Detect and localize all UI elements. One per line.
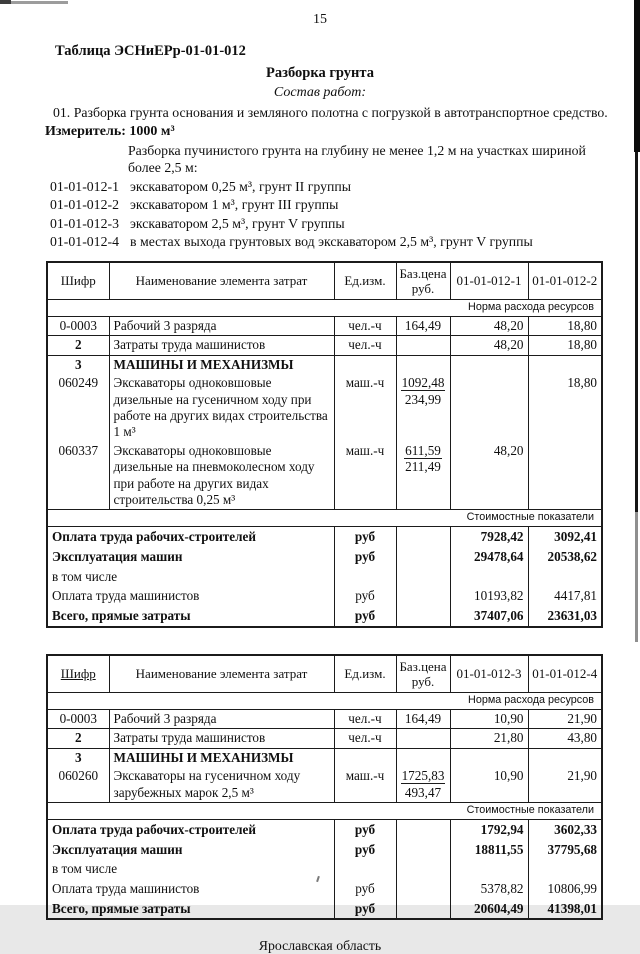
row-unit: чел.-ч — [334, 316, 396, 335]
variant-row — [50, 178, 640, 196]
row-name: Рабочий 3 разряда — [109, 316, 334, 335]
machine-name: Экскаваторы одноковшовые дизельные на гусеничном ходу при работе на других видах строительства 1 м³ — [109, 374, 334, 442]
cost-band-label: Стоимостные показатели — [47, 510, 602, 527]
cost-table-1 — [46, 261, 603, 628]
row-name: Затраты труда машинистов — [109, 729, 334, 748]
machine-value-2: 21,90 — [528, 767, 602, 802]
machine-row — [47, 374, 602, 442]
section-code: 3 — [47, 355, 109, 374]
measure-label: Измеритель: 1000 м³ — [45, 123, 175, 139]
cost-value-2: 41398,01 — [528, 899, 602, 920]
machine-code: 060249 — [58, 375, 99, 391]
table-row — [47, 336, 602, 355]
machine-value-2 — [528, 442, 602, 510]
cost-value-2 — [528, 567, 602, 587]
empty-cell — [396, 748, 450, 767]
cost-value-2: 37795,68 — [528, 840, 602, 860]
header-estimate-1: 01-01-012-3 — [450, 655, 528, 693]
machine-value-1: 48,20 — [450, 442, 528, 510]
section-title: МАШИНЫ И МЕХАНИЗМЫ — [109, 748, 334, 767]
cost-value-1 — [450, 567, 528, 587]
cost-row — [47, 567, 602, 587]
cost-name: Оплата труда рабочих-строителей — [52, 529, 256, 545]
variants-intro: Разборка пучинистого грунта на глубину не менее 1,2 м на участках шириной более 2,5 м: — [128, 142, 586, 176]
header-estimate-2: 01-01-012-2 — [528, 262, 602, 300]
table-row — [47, 709, 602, 728]
row-unit: чел.-ч — [334, 709, 396, 728]
composition-label: Состав работ: — [273, 85, 367, 100]
row-value-1: 21,80 — [450, 729, 528, 748]
cost-value-2: 23631,03 — [528, 606, 602, 627]
machine-price-current: 1092,48 — [401, 375, 445, 391]
cost-value-1: 18811,55 — [450, 840, 528, 860]
cost-value-1: 29478,64 — [450, 547, 528, 567]
row-name: Рабочий 3 разряда — [109, 709, 334, 728]
scan-artifact-right-edge-fade — [635, 512, 638, 642]
cost-row — [47, 586, 602, 606]
header-base-price-line1: Баз.цена — [399, 658, 447, 674]
cost-name: Всего, прямые затраты — [52, 608, 191, 624]
header-estimate-1: 01-01-012-1 — [450, 262, 528, 300]
table-row — [47, 316, 602, 335]
variant-desc: экскаватором 2,5 м³, грунт V группы — [130, 215, 345, 231]
row-unit: чел.-ч — [334, 336, 396, 355]
cost-value-2: 10806,99 — [528, 879, 602, 899]
cost-name: Всего, прямые затраты — [52, 900, 191, 916]
empty-cell — [450, 748, 528, 767]
table-header-row — [47, 262, 602, 300]
cost-unit — [334, 859, 396, 879]
empty-cell — [396, 355, 450, 374]
cost-value-1: 5378,82 — [450, 879, 528, 899]
cost-unit: руб — [334, 586, 396, 606]
machine-value-1 — [450, 374, 528, 442]
empty-cell — [528, 748, 602, 767]
machine-code: 060260 — [58, 768, 99, 784]
machine-price — [396, 374, 450, 442]
row-code: 2 — [47, 729, 109, 748]
cost-name: Оплата труда машинистов — [52, 588, 200, 604]
cost-value-2 — [528, 859, 602, 879]
cost-name: Оплата труда рабочих-строителей — [52, 821, 256, 837]
machine-value-2: 18,80 — [528, 374, 602, 442]
empty-cell — [334, 748, 396, 767]
header-name: Наименование элемента затрат — [109, 655, 334, 693]
empty-cell — [396, 606, 450, 627]
cost-value-1: 1792,94 — [450, 819, 528, 839]
norm-band-label: Норма расхода ресурсов — [47, 299, 602, 316]
cost-row — [47, 606, 602, 627]
cost-value-1 — [450, 859, 528, 879]
empty-cell — [396, 547, 450, 567]
norm-band-row — [47, 299, 602, 316]
header-estimate-2: 01-01-012-4 — [528, 655, 602, 693]
cost-row — [47, 527, 602, 547]
header-code: Шифр — [60, 273, 96, 289]
machines-section-header — [47, 355, 602, 374]
cost-value-1: 20604,49 — [450, 899, 528, 920]
header-base-price — [396, 262, 450, 300]
machine-price — [396, 767, 450, 802]
row-name: Затраты труда машинистов — [109, 336, 334, 355]
machine-unit: маш.-ч — [334, 442, 396, 510]
cost-unit: руб — [334, 527, 396, 547]
cost-value-1: 37407,06 — [450, 606, 528, 627]
empty-cell — [450, 355, 528, 374]
cost-unit: руб — [334, 606, 396, 627]
table-code-label: Таблица ЭСНиЕРр-01-01-012 — [55, 43, 246, 59]
machine-value-1: 10,90 — [450, 767, 528, 802]
cost-row — [47, 547, 602, 567]
header-code-text: Шифр — [60, 666, 96, 682]
composition-item: 01. Разборка грунта основания и земляного полотна с погрузкой в автотранспортное средство. — [53, 105, 608, 120]
cost-name: в том числе — [52, 861, 118, 877]
header-base-price-line2: руб. — [411, 673, 435, 689]
row-value-2: 21,90 — [528, 709, 602, 728]
header-code — [47, 655, 109, 693]
machine-price-current: 611,59 — [405, 442, 441, 458]
page-number: 15 — [313, 12, 327, 27]
scan-artifact-right-edge-line — [635, 152, 638, 512]
cost-unit: руб — [334, 547, 396, 567]
cost-name: в том числе — [52, 568, 118, 584]
variant-desc: экскаватором 0,25 м³, грунт II группы — [130, 179, 352, 195]
machine-unit: маш.-ч — [334, 767, 396, 802]
scan-artifact-right-edge-thick — [634, 0, 640, 152]
variant-code: 01-01-012-3 — [50, 215, 119, 231]
variant-code: 01-01-012-2 — [50, 197, 119, 213]
empty-cell — [396, 859, 450, 879]
variant-desc: в местах выхода грунтовых вод экскаватором 2,5 м³, грунт V группы — [130, 233, 533, 249]
cost-band-row — [47, 802, 602, 819]
machine-name: Экскаваторы одноковшовые дизельные на пневмоколесном ходу при работе на других видах строительства 0,25 м³ — [109, 442, 334, 510]
scan-artifact-topbar-dark — [0, 0, 11, 4]
cost-unit: руб — [334, 819, 396, 839]
machine-price-base: 211,49 — [405, 459, 441, 475]
empty-cell — [396, 567, 450, 587]
machine-row — [47, 442, 602, 510]
row-value-2: 43,80 — [528, 729, 602, 748]
header-base-price-line1: Баз.цена — [399, 265, 447, 281]
machine-unit: маш.-ч — [334, 374, 396, 442]
machine-row — [47, 767, 602, 802]
row-value-1: 48,20 — [450, 336, 528, 355]
variant-code: 01-01-012-1 — [50, 179, 119, 195]
empty-cell — [396, 840, 450, 860]
row-price: 164,49 — [396, 709, 450, 728]
variant-row — [50, 196, 640, 214]
empty-cell — [334, 355, 396, 374]
cost-unit: руб — [334, 879, 396, 899]
machine-code: 060337 — [58, 442, 99, 458]
machine-price-base: 493,47 — [404, 784, 442, 800]
cost-table-2 — [46, 654, 603, 921]
cost-band-label: Стоимостные показатели — [47, 802, 602, 819]
header-base-price — [396, 655, 450, 693]
machine-price-base: 234,99 — [404, 391, 442, 407]
row-value-2: 18,80 — [528, 336, 602, 355]
cost-row — [47, 840, 602, 860]
cost-row — [47, 879, 602, 899]
row-value-2: 18,80 — [528, 316, 602, 335]
machine-price — [396, 442, 450, 510]
variant-desc: экскаватором 1 м³, грунт III группы — [130, 197, 339, 213]
row-code: 0-0003 — [47, 316, 109, 335]
empty-cell — [396, 527, 450, 547]
cost-value-2: 4417,81 — [528, 586, 602, 606]
cost-row — [47, 899, 602, 920]
section-title: МАШИНЫ И МЕХАНИЗМЫ — [109, 355, 334, 374]
variant-code: 01-01-012-4 — [50, 233, 119, 249]
machines-section-header — [47, 748, 602, 767]
norm-band-row — [47, 692, 602, 709]
scan-artifact-topbar-gray — [11, 1, 68, 4]
cost-value-2: 3602,33 — [528, 819, 602, 839]
machine-price-current: 1725,83 — [401, 768, 445, 784]
variant-list — [0, 178, 640, 251]
header-unit: Ед.изм. — [334, 655, 396, 693]
table-header-row — [47, 655, 602, 693]
empty-cell — [396, 819, 450, 839]
norm-band-label: Норма расхода ресурсов — [47, 692, 602, 709]
empty-cell — [396, 586, 450, 606]
row-value-1: 48,20 — [450, 316, 528, 335]
header-unit: Ед.изм. — [334, 262, 396, 300]
cost-row — [47, 819, 602, 839]
row-code: 2 — [47, 336, 109, 355]
cost-value-2: 20538,62 — [528, 547, 602, 567]
row-code: 0-0003 — [47, 709, 109, 728]
empty-cell — [396, 879, 450, 899]
region-footer: Ярославская область — [258, 938, 382, 954]
row-price — [396, 336, 450, 355]
cost-value-2: 3092,41 — [528, 527, 602, 547]
machine-name: Экскаваторы на гусеничном ходу зарубежных марок 2,5 м³ — [109, 767, 334, 802]
row-unit: чел.-ч — [334, 729, 396, 748]
cost-value-1: 10193,82 — [450, 586, 528, 606]
cost-unit: руб — [334, 840, 396, 860]
table-row — [47, 729, 602, 748]
cost-value-1: 7928,42 — [450, 527, 528, 547]
cost-name: Эксплуатация машин — [52, 549, 183, 565]
header-name: Наименование элемента затрат — [109, 262, 334, 300]
document-title: Разборка грунта — [266, 65, 374, 81]
cost-band-row — [47, 510, 602, 527]
cost-name: Эксплуатация машин — [52, 841, 183, 857]
cost-unit: руб — [334, 899, 396, 920]
section-code: 3 — [47, 748, 109, 767]
row-value-1: 10,90 — [450, 709, 528, 728]
row-price: 164,49 — [396, 316, 450, 335]
cost-name: Оплата труда машинистов — [52, 881, 200, 897]
cost-unit — [334, 567, 396, 587]
variant-row — [50, 233, 640, 251]
empty-cell — [528, 355, 602, 374]
empty-cell — [396, 899, 450, 920]
variant-row — [50, 215, 640, 233]
cost-row — [47, 859, 602, 879]
row-price — [396, 729, 450, 748]
header-base-price-line2: руб. — [411, 280, 435, 296]
